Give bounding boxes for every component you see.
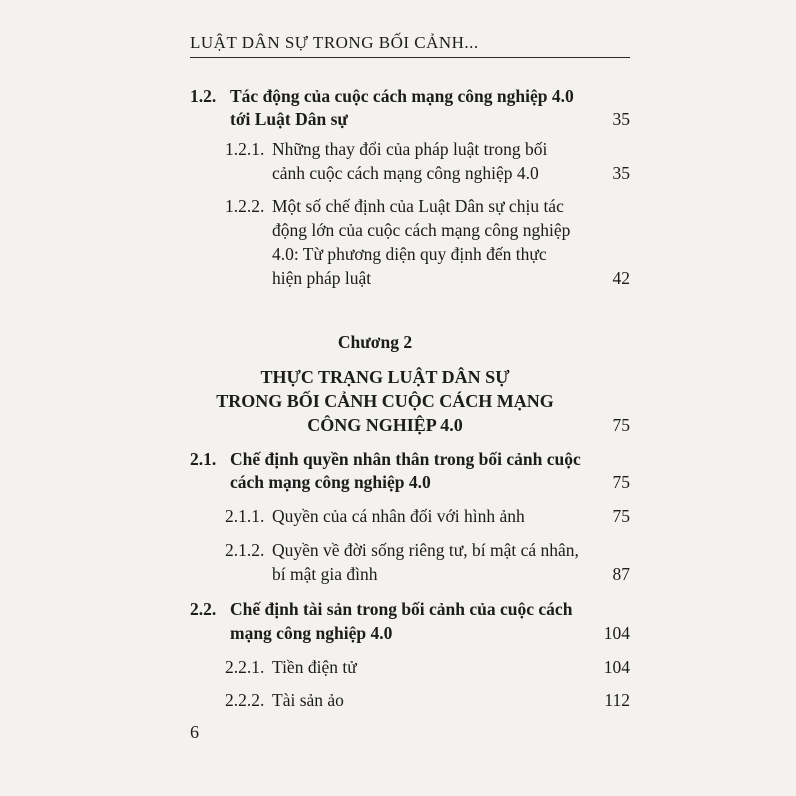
toc-2-2-1-number: 2.2.1. (225, 657, 265, 677)
toc-2-2-1-title-line1: Tiền điện tử (272, 657, 357, 677)
toc-2-1-title-line1: Chế định quyền nhân thân trong bối cảnh cuộc (230, 449, 581, 469)
toc-2-1-2-title-line2: bí mật gia đình (272, 564, 378, 584)
toc-1-2-2-title-line2: động lớn của cuộc cách mạng công nghiệp (272, 220, 571, 240)
chapter-2-page: 75 (612, 415, 630, 435)
toc-2-1-1-page: 75 (612, 506, 630, 526)
toc-1-2-title-line2: tới Luật Dân sự (230, 109, 348, 129)
toc-1-2-title-line1: Tác động của cuộc cách mạng công nghiệp 4.0 (230, 86, 574, 106)
toc-2-2-2-page: 112 (604, 690, 630, 710)
toc-1-2-2-page: 42 (612, 268, 630, 288)
header-divider (190, 57, 630, 58)
running-header: LUẬT DÂN SỰ TRONG BỐI CẢNH... (190, 33, 479, 52)
chapter-label: Chương 2 (337, 332, 413, 352)
toc-2-2-2-title-line1: Tài sản ảo (272, 690, 344, 710)
toc-1-2-page: 35 (612, 109, 630, 129)
toc-2-1-title-line2: cách mạng công nghiệp 4.0 (230, 472, 431, 492)
toc-1-2-1-title-line1: Những thay đổi của pháp luật trong bối (272, 139, 548, 159)
toc-2-2-1-page: 104 (603, 657, 630, 677)
chapter-title-line2: TRONG BỐI CẢNH CUỘC CÁCH MẠNG (216, 391, 554, 411)
toc-2-1-2-title-line1: Quyền về đời sống riêng tư, bí mật cá nhân, (272, 540, 579, 560)
toc-1-2-1-page: 35 (612, 163, 630, 183)
chapter-title-line1: THỰC TRẠNG LUẬT DÂN SỰ (260, 367, 510, 387)
toc-2-1-2-page: 87 (612, 564, 630, 584)
toc-1-2-2-title-line4: hiện pháp luật (272, 268, 372, 288)
toc-2-1-page: 75 (612, 472, 630, 492)
toc-2-2-title-line1: Chế định tài sản trong bối cảnh của cuộc cách (230, 599, 573, 619)
toc-2-1-1-number: 2.1.1. (225, 506, 265, 526)
toc-1-2-2-number: 1.2.2. (225, 196, 265, 216)
toc-2-2-page: 104 (603, 623, 630, 643)
page-number: 6 (190, 722, 199, 742)
toc-1-2-1-number: 1.2.1. (225, 139, 265, 159)
toc-1-2-2-title-line1: Một số chế định của Luật Dân sự chịu tác (272, 196, 564, 216)
chapter-title-line3: CÔNG NGHIỆP 4.0 (307, 415, 463, 435)
toc-2-2-title-line2: mạng công nghiệp 4.0 (230, 623, 393, 643)
toc-2-1-1-title-line1: Quyền của cá nhân đối với hình ảnh (272, 506, 525, 526)
toc-1-2-2-title-line3: 4.0: Từ phương diện quy định đến thực (272, 244, 547, 264)
toc-2-2-2-number: 2.2.2. (225, 690, 265, 710)
toc-1-2-1-title-line2: cảnh cuộc cách mạng công nghiệp 4.0 (272, 163, 539, 183)
toc-2-1-2-number: 2.1.2. (225, 540, 265, 560)
toc-2-2-number: 2.2. (190, 599, 217, 619)
toc-1-2-number: 1.2. (190, 86, 217, 106)
toc-2-1-number: 2.1. (190, 449, 217, 469)
